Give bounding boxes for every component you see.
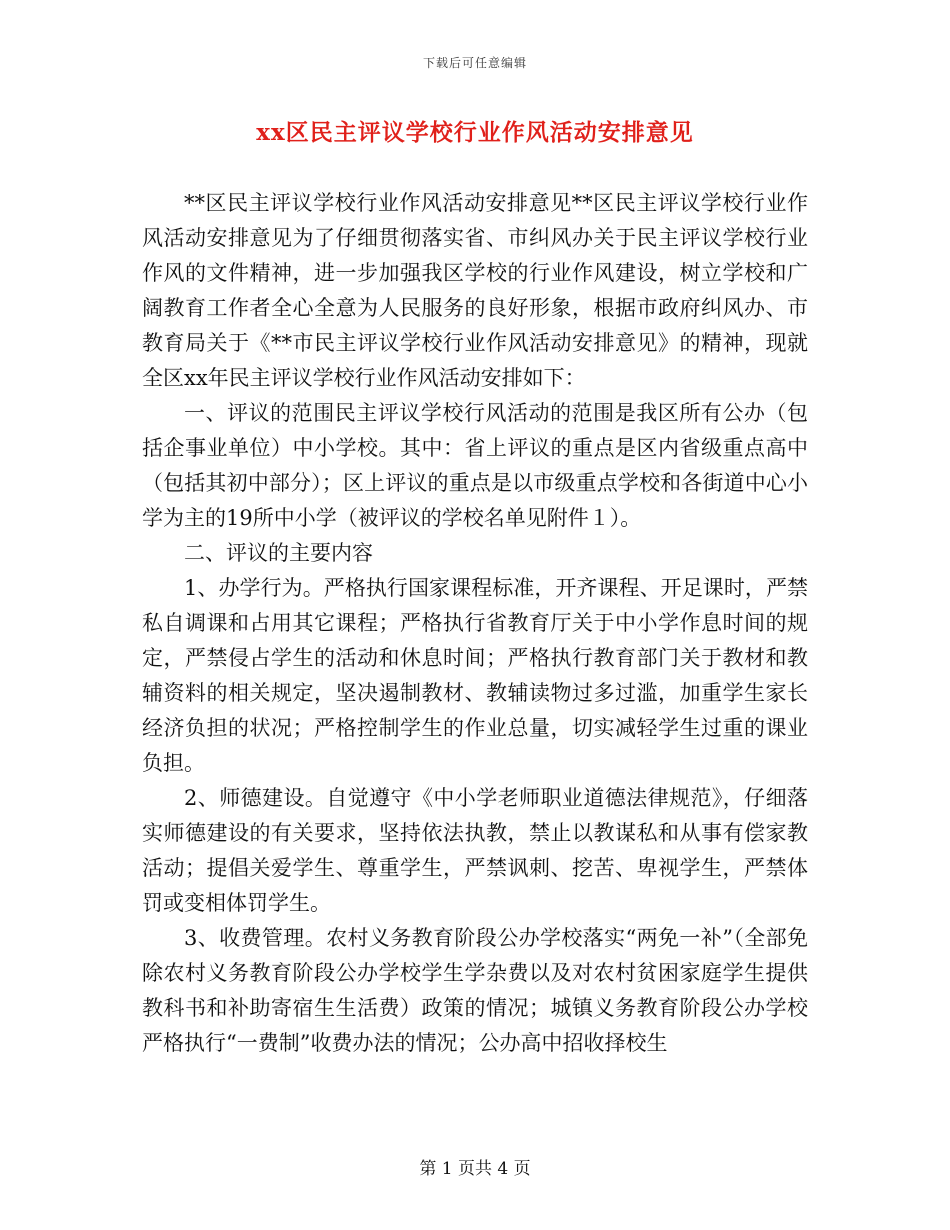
page-header-note: 下载后可任意编辑 <box>422 56 527 70</box>
paragraph-school-conduct: 1、办学行为。严格执行国家课程标准，开齐课程、开足课时，严禁私自调课和占用其它课程；严格执行省教育厅关于中小学作息时间的规定，严禁侵占学生的活动和休息时间；严格执行教育部门关于教材和教辅资料的相关规定，坚决遏制教材、教辅读物过多过滥，加重学生家长经济负担的状况；严格控制学生的作业总量，切实减轻学生过重的课业负担。 <box>142 576 808 775</box>
page-number-footer: 第 1 页共 4 页 <box>419 1159 531 1179</box>
paragraph-teacher-ethics: 2、师德建设。自觉遵守《中小学老师职业道德法律规范》，仔细落实师德建设的有关要求，坚持依法执教，禁止以教谋私和从事有偿家教活动；提倡关爱学生、尊重学生，严禁讽刺、挖苦、卑视学生，严禁体罚或变相体罚学生。 <box>142 786 808 915</box>
document-body <box>142 186 808 1061</box>
paragraph-content-heading: 二、评议的主要内容 <box>184 541 373 565</box>
paragraph-scope: 一、评议的范围民主评议学校行风活动的范围是我区所有公办（包括企事业单位）中小学校。其中：省上评议的重点是区内省级重点高中（包括其初中部分）；区上评议的重点是以市级重点学校和各街道中心小学为主的19所中小学（被评议的学校名单见附件１）。 <box>142 401 808 530</box>
document-title: xx区民主评议学校行业作风活动安排意见 <box>256 119 694 146</box>
paragraph-fee-management: 3、收费管理。农村义务教育阶段公办学校落实“两免一补”（全部免除农村义务教育阶段公办学校学生学杂费以及对农村贫困家庭学生提供教科书和补助寄宿生生活费）政策的情况；城镇义务教育阶段公办学校严格执行“一费制”收费办法的情况；公办高中招收择校生 <box>142 926 808 1055</box>
paragraph-intro: **区民主评议学校行业作风活动安排意见**区民主评议学校行业作风活动安排意见为了仔细贯彻落实省、市纠风办关于民主评议学校行业作风的文件精神，进一步加强我区学校的行业作风建设，树立学校和广阔教育工作者全心全意为人民服务的良好形象，根据市政府纠风办、市教育局关于《**市民主评议学校行业作风活动安排意见》的精神，现就全区xx年民主评议学校行业作风活动安排如下： <box>142 191 808 390</box>
